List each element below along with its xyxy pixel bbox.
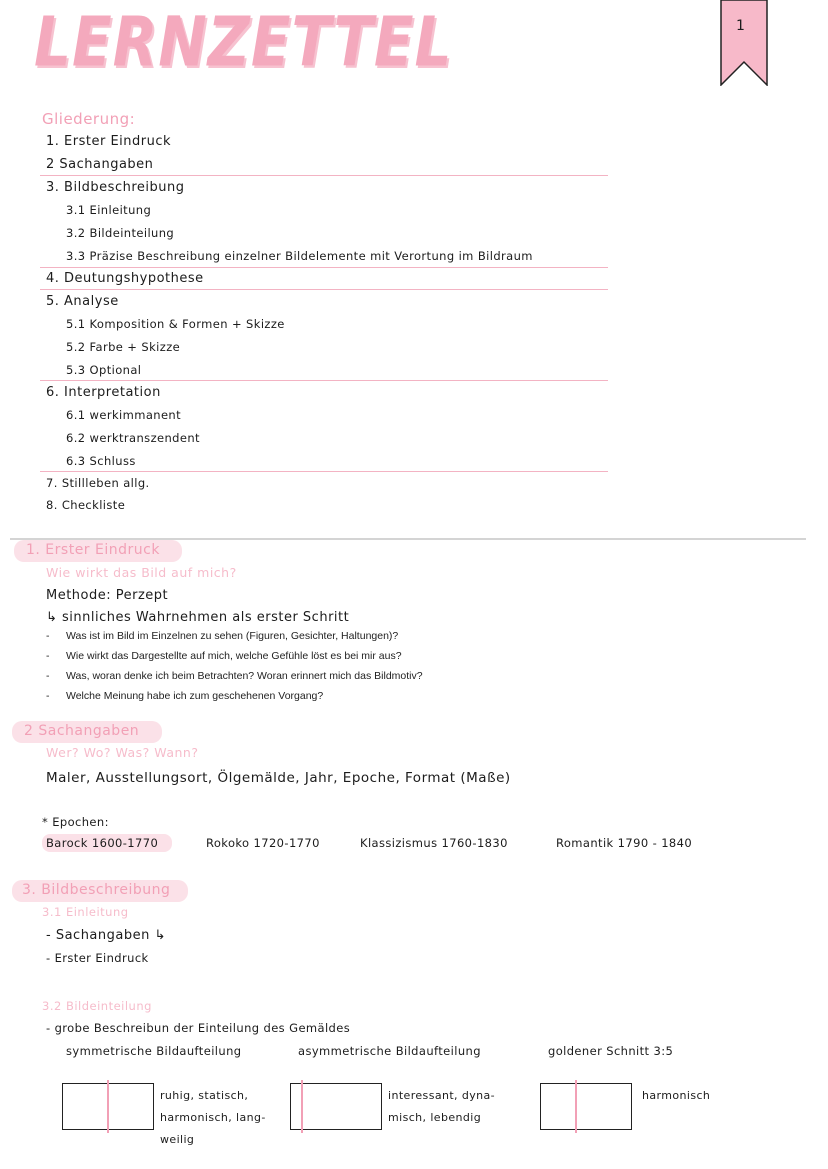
- subsection-heading: 3.2 Bildeinteilung: [42, 999, 152, 1013]
- sketch-note: misch, lebendig: [388, 1111, 482, 1124]
- composition-label: goldener Schnitt 3:5: [548, 1044, 674, 1058]
- sketch-note: harmonisch: [642, 1089, 711, 1102]
- outline-item: 4. Deutungshypothese: [46, 271, 204, 286]
- divider: [40, 267, 608, 268]
- outline-item: 8. Checkliste: [46, 498, 126, 512]
- outline-item: 6. Interpretation: [46, 385, 161, 400]
- list-item: Was, woran denke ich beim Betrachten? Woran erinnert mich das Bildmotiv?: [66, 670, 423, 682]
- bookmark-icon: [720, 0, 768, 86]
- outline-item: 5.1 Komposition & Formen + Skizze: [66, 317, 285, 331]
- bullet-mark: -: [46, 670, 50, 682]
- arrow-note: ↳ sinnliches Wahrnehmen als erster Schritt: [46, 610, 350, 625]
- divider: [40, 289, 608, 290]
- section-question: Wer? Wo? Was? Wann?: [46, 745, 199, 760]
- epoch-item: Rokoko 1720-1770: [206, 836, 320, 850]
- sketch-note: interessant, dyna-: [388, 1089, 496, 1102]
- outline-item: 5.3 Optional: [66, 363, 142, 377]
- section-question: Wie wirkt das Bild auf mich?: [46, 565, 237, 580]
- composition-label: symmetrische Bildaufteilung: [66, 1044, 242, 1058]
- outline-item: 3.1 Einleitung: [66, 203, 152, 217]
- epoch-item: Romantik 1790 - 1840: [556, 836, 693, 850]
- outline-item: 3.2 Bildeinteilung: [66, 226, 175, 240]
- sketch-golden-ratio: [540, 1083, 632, 1130]
- composition-label: asymmetrische Bildaufteilung: [298, 1044, 481, 1058]
- divider: [40, 380, 608, 381]
- sketch-asymmetric: [290, 1083, 382, 1130]
- sketch-divider: [107, 1080, 109, 1133]
- sketch-divider: [575, 1080, 577, 1133]
- outline-item: 6.1 werkimmanent: [66, 408, 182, 422]
- epoch-item: Barock 1600-1770: [46, 836, 159, 850]
- method-label: Methode: Perzept: [46, 588, 169, 603]
- outline-item: 6.2 werktranszendent: [66, 431, 200, 445]
- details-line: Maler, Ausstellungsort, Ölgemälde, Jahr, Epoche, Format (Maße): [46, 770, 511, 786]
- sketch-note: ruhig, statisch,: [160, 1089, 249, 1102]
- sketch-note: harmonisch, lang-: [160, 1111, 266, 1124]
- divider: [40, 471, 608, 472]
- outline-item: 6.3 Schluss: [66, 454, 136, 468]
- outline-heading: Gliederung:: [42, 110, 136, 128]
- outline-item: 7. Stillleben allg.: [46, 476, 150, 490]
- sketch-note: weilig: [160, 1133, 195, 1146]
- bullet-mark: -: [46, 630, 50, 642]
- bullet-mark: -: [46, 650, 50, 662]
- outline-item: 3. Bildbeschreibung: [46, 180, 185, 195]
- list-item: - Sachangaben ↳: [46, 928, 166, 943]
- outline-item: 1. Erster Eindruck: [46, 134, 172, 149]
- sketch-symmetric: [62, 1083, 154, 1130]
- epochs-label: * Epochen:: [42, 815, 109, 829]
- divider: [40, 175, 608, 176]
- bullet-mark: -: [46, 690, 50, 702]
- list-item: - Erster Eindruck: [46, 951, 149, 965]
- outline-item: 3.3 Präzise Beschreibung einzelner Bildelemente mit Verortung im Bildraum: [66, 249, 533, 263]
- list-item: Welche Meinung habe ich zum geschehenen Vorgang?: [66, 690, 324, 702]
- outline-item: 2 Sachangaben: [46, 157, 154, 172]
- page-number: 1: [736, 18, 745, 34]
- list-item: Was ist im Bild im Einzelnen zu sehen (Figuren, Gesichter, Haltungen)?: [66, 630, 399, 642]
- section-heading: 1. Erster Eindruck: [26, 542, 160, 558]
- epoch-item: Klassizismus 1760-1830: [360, 836, 508, 850]
- section-heading: 3. Bildbeschreibung: [22, 882, 171, 898]
- page-title: LERNZETTEL: [34, 2, 453, 83]
- intro-line: - grobe Beschreibun der Einteilung des Gemäldes: [46, 1021, 351, 1035]
- section-heading: 2 Sachangaben: [24, 723, 140, 739]
- sketch-divider: [301, 1080, 303, 1133]
- list-item: Wie wirkt das Dargestellte auf mich, welche Gefühle löst es bei mir aus?: [66, 650, 402, 662]
- subsection-heading: 3.1 Einleitung: [42, 905, 129, 919]
- outline-item: 5. Analyse: [46, 294, 119, 309]
- outline-item: 5.2 Farbe + Skizze: [66, 340, 181, 354]
